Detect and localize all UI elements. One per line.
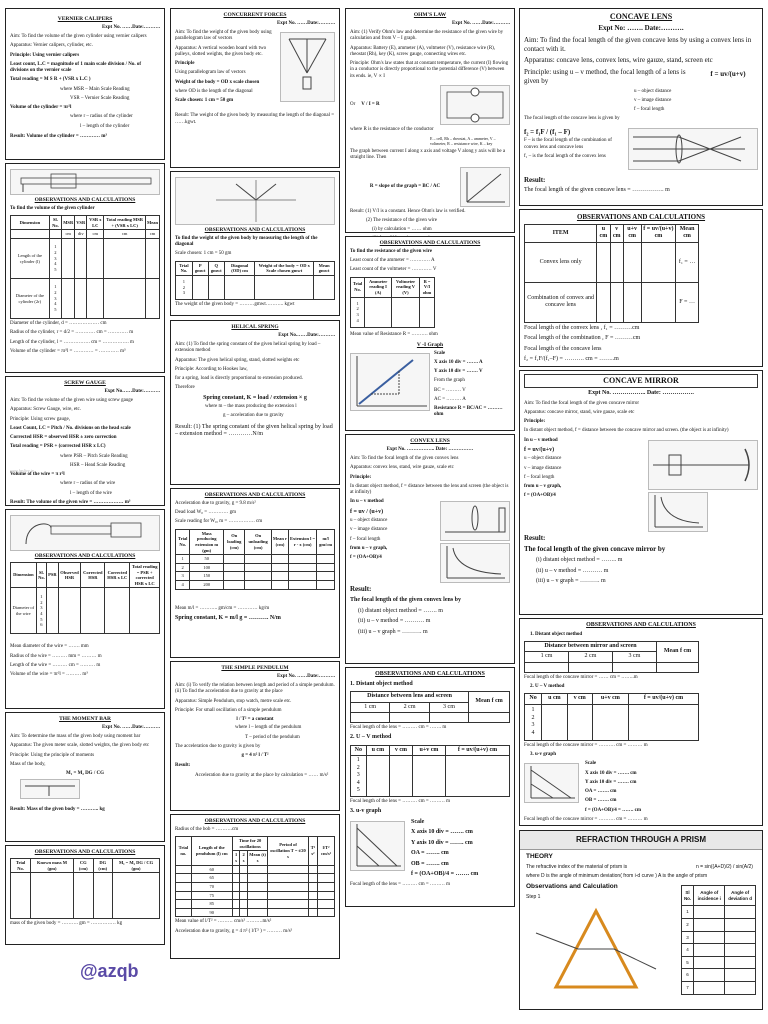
helical-aim-card bbox=[170, 320, 340, 485]
screw-gauge-diagram bbox=[10, 515, 160, 551]
author-handle: @azqb bbox=[80, 961, 139, 981]
screw-total: Total reading = PSR + (corrected HSR x LC) bbox=[10, 444, 106, 450]
moment-obs-title: OBSERVATIONS AND CALCULATIONS bbox=[34, 849, 136, 855]
mirror-formula: f = uv/(u+v) bbox=[524, 446, 555, 453]
vernier-obs-card bbox=[5, 163, 165, 373]
mirror-title: CONCAVE MIRROR bbox=[524, 374, 758, 388]
mirror-ob: OB = ……. cm bbox=[585, 798, 617, 804]
concave-lens-aim-card bbox=[519, 8, 763, 206]
convex-d1-table: Distance between lens and screen Mean f cm 1 cm 2 cm 3 cm bbox=[350, 691, 510, 723]
concave-lens-F-def: F – is the focal length of the combination of convex lens and concave lens bbox=[524, 138, 612, 150]
mirror-f-def: f – focal length bbox=[524, 474, 555, 480]
convex-ob: OB = ……. cm bbox=[411, 860, 449, 867]
prism-triangle-icon bbox=[526, 903, 666, 993]
pendulum-result: Result: bbox=[175, 763, 191, 769]
moment-result: Result: Mass of the given body = ……….. kg bbox=[10, 807, 105, 813]
pendulum-result2: Acceleration due to gravity at the place by calculation = …… m/s² bbox=[195, 772, 329, 778]
helical-therefore: Therefore bbox=[175, 385, 195, 391]
ohm-vi-small-graph bbox=[460, 167, 510, 207]
helical-expt: Expt No.……Date:………. bbox=[278, 332, 335, 338]
moment-bar-diagram bbox=[20, 779, 80, 799]
screw-result: Result: The volume of the given wire = ……………… m³ bbox=[10, 499, 131, 505]
screw-l-def: l – length of the wire bbox=[70, 490, 112, 496]
convex-v-def: v – image distance bbox=[350, 527, 388, 533]
vernier-obs-title: OBSERVATIONS AND CALCULATIONS bbox=[34, 197, 136, 203]
mirror-d2-table: No u cm v cm u+v cm f = uv/(u+v) cm 1 2 3 4 bbox=[524, 693, 699, 741]
convex-setup-diagram bbox=[440, 501, 510, 541]
forces-obs-table: Trial No. P gmwt Q gmwt Diagonal (OD) cm Weight of the body = OD x Scale chosen gmwt Mean gmwt 1 2 3 bbox=[175, 261, 335, 300]
forces-scale: Scale chosen: 1 cm = 50 gm bbox=[175, 98, 234, 104]
helical-principle2: for a spring, load is directly proportional to extension produced. bbox=[175, 376, 303, 382]
ohm-result3: (i) by calculation = …… ohm bbox=[372, 227, 432, 233]
helical-where2: g – acceleration due to gravity bbox=[223, 413, 284, 419]
mirror-result2: The focal length of the given concave mirror by bbox=[524, 545, 666, 554]
mirror-graph-formula: f = (OA+OB)/4 bbox=[524, 493, 556, 499]
pendulum-where1: where l – length of the pendulum bbox=[235, 725, 302, 731]
vernier-calc-3: Length of the cylinder, l = ……………. cm = ……………. m bbox=[10, 339, 134, 345]
ohm-vi-title: V -I Graph bbox=[416, 341, 444, 348]
ohm-resistance: Resistance R = BC/AC = ……… ohm bbox=[434, 406, 503, 418]
mirror-v-def: v – image distance bbox=[524, 465, 562, 471]
moment-formula: M₁ = M₂ DG / CG bbox=[66, 771, 104, 777]
mirror-obs-card bbox=[519, 618, 763, 826]
convex-d2-table: No u cm v cm u+v cm f = uv/(u+v) cm 1 2 3 4 5 bbox=[350, 745, 510, 797]
moment-bar-icon bbox=[21, 780, 79, 798]
moment-expt: Expt No. ……Date:………. bbox=[101, 724, 160, 730]
forces-expt: Expt No. ……Date:………. bbox=[276, 20, 335, 26]
screw-obs-card bbox=[5, 509, 165, 709]
pendulum-obs-card bbox=[170, 814, 340, 959]
helical-calc2: Dead load W₀ = ………… gm bbox=[175, 510, 236, 516]
concave-lens-title: CONCAVE LENS bbox=[609, 12, 673, 21]
pendulum-g-formula: g = 4 π² l / T² bbox=[241, 753, 269, 759]
vernier-obs-table-title: To find the volume of the given cylinder bbox=[10, 205, 95, 211]
ohm-slope: R = slope of the graph = BC / AC bbox=[369, 183, 441, 189]
vernier-calc-2: Radius of the cylinder, r = d/2 = ………… cm = ………… m bbox=[10, 330, 134, 336]
ohm-scale-y: Y axis 10 div = ……. V bbox=[434, 369, 483, 375]
screw-expt: Expt No……Date:………. bbox=[104, 388, 160, 394]
helical-where1: where m – the mass producing the extension l bbox=[205, 404, 297, 410]
mirror-r3: (iii) u – v graph = ………. m bbox=[536, 578, 606, 584]
vernier-least-count: Least count, L.C = magnitude of 1 main scale division / No. of divisions on the vernier scale bbox=[10, 61, 142, 74]
vernier-l-def: l – length of the cylinder bbox=[80, 123, 130, 129]
screw-least-count: Least Count, LC = Pitch / No. divisions on the head scale bbox=[10, 425, 131, 431]
prism-obs-title: Observations and Calculation bbox=[526, 882, 618, 890]
pendulum-where2: T – period of the pendulum bbox=[245, 734, 300, 740]
helical-result: Result: (1) The spring constant of the given helical spring by load – extension method = …………N/m bbox=[175, 423, 333, 438]
forces-obs-sub: To find the weight of the given body by measuring the length of the diagonal bbox=[175, 235, 318, 248]
convex-f-line: Focal length of the lens = ……… cm = ……. m bbox=[350, 725, 447, 730]
concave-lens-formula: f = uv/(u+v) bbox=[710, 70, 746, 78]
screw-principle: Principle: Using screw gauge, bbox=[10, 416, 70, 422]
helical-obs-table: Trial No. Mass producing extension m (gm) On loading (cm) On unloading (cm) Mean r (cm) Extension l = r - x (cm) m/l gm/cm 1 50 2 100 3 150 4 200 bbox=[175, 529, 335, 590]
convex-graph: from u – v graph, bbox=[350, 545, 388, 551]
ohm-lc-v: Least count of the voltmeter = ………… V bbox=[350, 267, 437, 273]
vernier-calc-4: Volume of the cylinder = πr²l = ………… = ………… m³ bbox=[10, 348, 126, 354]
screw-psr: where PSR – Pitch Scale Reading bbox=[60, 453, 128, 459]
convex-result: Result: bbox=[350, 585, 372, 594]
pendulum-mean: Mean value of l/T² = ……… cm/s² ……….m/s² bbox=[175, 919, 272, 925]
helical-obs-title: OBSERVATIONS AND CALCULATIONS bbox=[204, 492, 306, 498]
concave-lens-obs-table: ITEM u cm v cm u+v cm f = uv/(u+v) cm Mean cm Convex lens only f₁ = … Combination of convex and concave lens F = … bbox=[524, 224, 699, 323]
convex-r2: (ii) u – v method = ………. m bbox=[358, 618, 431, 625]
uv-intercept-icon bbox=[351, 822, 404, 870]
ohm-or: Or bbox=[350, 101, 356, 107]
uv-curve-icon bbox=[441, 544, 509, 582]
screw-obs-title: OBSERVATIONS AND CALCULATIONS bbox=[34, 553, 136, 559]
convex-result2: The focal length of the given convex lens by bbox=[350, 597, 461, 604]
convex-title: CONVEX LENS bbox=[410, 438, 450, 444]
prism-step: Step 1 bbox=[526, 893, 541, 900]
helical-formula: Spring constant, K = load / extension × g bbox=[203, 394, 307, 401]
moment-obs-table: Trial No. Known mass M (gm) CG (cm) DG (cm) M₁ = M₂ DG / CG (gm) bbox=[10, 858, 160, 919]
prism-card bbox=[519, 830, 763, 1010]
ohm-where: where R is the resistance of the conductor bbox=[350, 126, 434, 132]
vernier-aim: Aim: To find the volume of the given cylinder using vernier calipers bbox=[10, 34, 147, 40]
mirror-oa: OA = ……. cm bbox=[585, 789, 617, 794]
convex-aim-card bbox=[345, 434, 515, 664]
screw-aim: Aim: To find the volume of the given wire using screw gauge bbox=[10, 398, 134, 404]
forces-principle-text: Using parallelogram law of vectors bbox=[175, 70, 246, 76]
vernier-principle: Principle: Using vernier calipers bbox=[10, 52, 80, 58]
mirror-graph: from u – v graph, bbox=[524, 484, 562, 489]
mirror-uv-graph bbox=[648, 492, 708, 532]
ohm-apparatus: Apparatus: Battery (E), ammeter (A), voltmeter (V), resistance wire (R), rheostat (Rh), key (K), screw gauge, connecting wires etc. bbox=[350, 45, 496, 57]
concave-lens-principle: Principle: using u – v method, the focal length of a lens is given by bbox=[524, 68, 686, 85]
screw-calc-3: Length of the wire = ……… cm = ……… m bbox=[10, 662, 101, 668]
forces-result: Result: The weight of the given body by measuring the length of the diagonal = ……kgwt. bbox=[175, 113, 335, 125]
pendulum-apparatus: Apparatus: Simple Pendulum, stop watch, metre scale etc. bbox=[175, 698, 292, 704]
moment-aim-card bbox=[5, 712, 165, 842]
pendulum-g-text: The acceleration due to gravity is given by bbox=[175, 743, 261, 749]
pendulum-obs-table: Trial no. Length of the pendulum (l) cm Time for 20 oscillations Period of oscillation T = t/20 s T² s² l/T² cm/s² 1 s 2 s Mean (t) s 60 65 70 75 85 90 bbox=[175, 836, 335, 917]
convex-expt: Expt No. …………….. Date: …………… bbox=[386, 446, 474, 452]
forces-title: CONCURRENT FORCES bbox=[223, 12, 287, 18]
forces-aim-card bbox=[170, 8, 340, 168]
concave-lens-f2-line: f₂ = f₁F/(f₁–F) = ………. cm = ……..m bbox=[524, 356, 619, 363]
mirror-stand-icon bbox=[649, 441, 757, 489]
vernier-aim-card bbox=[5, 8, 165, 160]
convex-d1: 1. Distant object method bbox=[350, 680, 413, 687]
ohm-graph-text: The graph between current I along x axis and voltage V along y axis will be a straight line. Then bbox=[350, 149, 506, 161]
mirror-d3: 3. u-v graph bbox=[530, 752, 556, 757]
mirror-uv-graph-2 bbox=[524, 763, 579, 803]
convex-f-line3: Focal length of the lens = ……… cm = ……… m bbox=[350, 881, 451, 887]
convex-dist: In distant object method, f = distance between the lens and screen (the object is at infinity) bbox=[350, 483, 509, 496]
forces-calc: The weight of the given body = ………gmwt……….. kgwt bbox=[175, 301, 295, 307]
mirror-scale-x: X axis 10 div = ……. cm bbox=[585, 770, 637, 776]
forces-weight: Weight of the body = OD x scale chosen bbox=[175, 79, 260, 85]
ohm-expt: Expt No. ……Date:………. bbox=[451, 20, 510, 26]
ohm-principle: Principle: Ohm's law states that at constant temperature, the current (I) flowing in a conductor is directly proportional to the potential difference (V) between its ends. ie, V ∝ I bbox=[350, 61, 509, 79]
pendulum-aim-card bbox=[170, 661, 340, 811]
screw-gauge-icon bbox=[11, 516, 161, 550]
ohm-title: OHM'S LAW bbox=[413, 12, 447, 18]
ohm-aim: Aim: (1) Verify Ohm's law and determine the resistance of the given wire by calculation and from V – I graph. bbox=[350, 30, 504, 42]
concave-lens-v-def: v – image distance bbox=[634, 97, 672, 103]
convex-f-def: f – focal length bbox=[350, 536, 381, 542]
concave-lens-f-def: f – focal length bbox=[634, 107, 665, 112]
helical-calc1: Acceleration due to gravity, g = 9.8 m/s² bbox=[175, 500, 256, 506]
forces-apparatus: Apparatus: A vertical wooden board with two pulleys, slotted weights, the given body etc. bbox=[175, 45, 267, 57]
convex-u-def: u – object distance bbox=[350, 518, 388, 524]
forces-obs-title: OBSERVATIONS AND CALCULATIONS bbox=[204, 227, 306, 233]
uv-intercept-icon bbox=[525, 764, 578, 802]
helical-principle: Principle: According to Hookes law, bbox=[175, 366, 248, 372]
vernier-obs-table: Dimension Sl. No. MSR VSR VSR x LC Total reading MSR + (VSR x LC) Mean cm div cm cm cm Length of the cylinder (l) 1 2 3 4 5 Diameter of the cylinder (2r) 1 2 3 4 5 bbox=[10, 215, 160, 319]
prism-obs-table: Sl No. Angle of incidence i Angle of deviation d 1 2 3 4 5 6 7 bbox=[681, 885, 756, 995]
mirror-f-line: Focal length of the concave mirror = …… cm = ……..m bbox=[524, 674, 638, 680]
vernier-msr: where MSR – Main Scale Reading bbox=[60, 86, 130, 92]
pendulum-radius: Radius of the bob = ……….cm bbox=[175, 826, 239, 832]
screw-r-def: where r – radius of the wire bbox=[60, 481, 116, 487]
vernier-vsr: VSR – Vernier Scale Reading bbox=[70, 95, 130, 101]
concave-lens-expt: Expt No: ……. Date:………. bbox=[598, 24, 684, 32]
forces-aim: Aim: To find the weight of the given body using parallelogram law of vectors bbox=[175, 30, 272, 42]
vi-graph-icon bbox=[351, 354, 429, 410]
moment-title: THE MOMENT BAR bbox=[59, 716, 111, 722]
screw-aim-card bbox=[5, 376, 165, 506]
mirror-f-line3: Focal length of the concave mirror = ………. cm = ……… m bbox=[524, 816, 648, 822]
ohm-result: Result: (1) V/I is a constant. Hence Ohm's law is verified. bbox=[350, 208, 466, 214]
mirror-r2: (ii) u – v method = ………. m bbox=[536, 567, 609, 574]
uv-curve-icon bbox=[649, 493, 707, 531]
screw-calc-4: Volume of the wire = πr²l = ……… m³ bbox=[10, 672, 88, 678]
convex-r3: (iii) u – v graph = ………. m bbox=[358, 628, 428, 635]
vernier-apparatus: Apparatus: Vernier calipers, cylinder, etc. bbox=[10, 43, 93, 49]
convex-obs-title: OBSERVATIONS AND CALCULATIONS bbox=[375, 671, 485, 677]
convex-uv-graph bbox=[440, 543, 510, 583]
convex-d3: 3. u-v graph bbox=[350, 808, 382, 814]
forces-scale2: Scale chosen: 1 cm = 50 gm bbox=[175, 251, 232, 257]
vi-line-icon bbox=[461, 168, 509, 206]
ohm-circuit-legend: E – cell, Rh – rheostat, A – ammeter, V – voltmeter, R – resistance wire, K – key bbox=[430, 136, 496, 147]
screw-obs-table: Dimension Sl. No. PSR Observed HSR Corrected HSR Corrected HSR x LC Total reading = PSR + corrected HSR x LC Diameter of the wire 1 2 3 4 5 6 bbox=[10, 562, 160, 635]
concave-lens-f1-def: f₁ – is the focal length of the convex lens bbox=[524, 153, 606, 159]
concave-lens-apparatus: Apparatus: concave lens, convex lens, wire gauze, stand, screen etc bbox=[524, 56, 713, 65]
mirror-r1: (i) distant object method = …….. m bbox=[536, 557, 623, 563]
ohm-circuit-diagram bbox=[440, 85, 510, 125]
mirror-principle: Principle: bbox=[524, 419, 546, 424]
forces-principle: Principle bbox=[175, 61, 195, 67]
concave-lens-aim: Aim: To find the focal length of the given concave lens by using a convex lens in contact with it. bbox=[524, 35, 752, 53]
ohm-mean: Mean value of Resistance R = ………. ohm bbox=[350, 331, 438, 337]
convex-r1: (i) distant object method = ……. m bbox=[358, 607, 443, 614]
mirror-f-graph: f = (OA+OB)/4 = ……. cm bbox=[585, 807, 642, 813]
ohm-obs-table: Trial No. Ammeter reading I (A) Voltmeter reading V (V) R = V/I ohm 1 2 3 4 bbox=[350, 277, 435, 328]
prism-title: REFRACTION THROUGH A PRISM bbox=[520, 831, 762, 850]
ohm-from-graph: From the graph bbox=[434, 378, 465, 384]
convex-scale-x: X axis 10 div = ……. cm bbox=[411, 829, 473, 835]
concave-lens-f2-formula: f₂ = f₁F / (f₁ – F) bbox=[524, 127, 571, 136]
helical-calc3: Scale reading for W₀, m = ……………. cm bbox=[175, 519, 263, 525]
prism-formula: n = sin((A+D)/2) / sin(A/2) bbox=[696, 864, 753, 871]
pendulum-obs-title: OBSERVATIONS AND CALCULATIONS bbox=[204, 818, 306, 824]
mirror-obs-title: OBSERVATIONS AND CALCULATIONS bbox=[586, 622, 696, 628]
moment-calc: mass of the given body = ………. gm = …………… kg bbox=[10, 921, 123, 927]
screw-title: SCREW GAUGE bbox=[64, 380, 106, 386]
mirror-d1: 1. Distant object method bbox=[530, 631, 583, 637]
screw-calc-1: Mean diameter of the wire = ……. mm bbox=[10, 644, 89, 650]
screw-hsr: HSR – Head Scale Reading bbox=[70, 462, 126, 468]
forces-diagram bbox=[280, 32, 335, 102]
forces-obs-card bbox=[170, 171, 340, 316]
lens-ray-icon bbox=[629, 129, 749, 169]
mirror-aim: Aim: To find the focal length of the given concave mirror bbox=[524, 400, 640, 406]
screw-apparatus: Apparatus: Screw Gauge, wire, etc. bbox=[10, 407, 81, 413]
vector-graph-icon bbox=[176, 178, 336, 224]
ohm-scale: Scale bbox=[434, 350, 446, 356]
concave-lens-obs-title: OBSERVATIONS AND CALCULATIONS bbox=[576, 213, 706, 221]
calipers-icon bbox=[11, 170, 161, 194]
convex-oa: OA = ……. cm bbox=[411, 850, 449, 856]
mirror-dist: In distant object method, f = distance between the concave mirror and screen. (the object is at infinity) bbox=[524, 428, 729, 434]
ohm-aim-card bbox=[345, 8, 515, 233]
concave-lens-f2: Focal length of the concave lens bbox=[524, 345, 602, 352]
mirror-expt: Expt No. …………….. Date: ……………. bbox=[588, 390, 694, 396]
mirror-f-line2: Focal length of the concave mirror = ………. cm = ……… m bbox=[524, 742, 648, 748]
concave-lens-f1: Focal length of the convex lens , f₁ = ………cm bbox=[524, 324, 640, 331]
helical-obs-card bbox=[170, 488, 340, 658]
helical-k-line: Spring constant, K = m/l g = ………. N/m bbox=[175, 614, 281, 621]
convex-formula: f = uv / (u+v) bbox=[350, 508, 384, 515]
pendulum-principle: Principle: For small oscillation of a simple pendulum bbox=[175, 707, 282, 713]
mirror-uv: In u – v method bbox=[524, 437, 558, 443]
convex-f-graph: f = (OA+OB)/4 = ……. cm bbox=[411, 871, 479, 877]
concave-lens-F: Focal length of the combination , F = ………cm bbox=[524, 335, 641, 342]
ohm-vi-graph bbox=[350, 353, 430, 411]
mirror-scale: Scale bbox=[585, 761, 597, 767]
convex-principle: Principle: bbox=[350, 474, 372, 480]
pendulum-title: THE SIMPLE PENDULUM bbox=[221, 665, 289, 671]
watermark: www.hsslive.in bbox=[10, 468, 34, 473]
forces-where: where OD is the length of the diagonal bbox=[175, 88, 253, 94]
mirror-u-def: u – object distance bbox=[524, 456, 562, 462]
concave-lens-result2: The focal length of the given concave lens = ……………. m bbox=[524, 187, 670, 194]
ohm-scale-x: X axis 10 div = ……. A bbox=[434, 359, 483, 365]
mirror-result: Result: bbox=[524, 533, 546, 542]
moment-apparatus: Apparatus: The given meter scale, slotted weights, the given body etc bbox=[10, 743, 150, 749]
prism-theory-text: The refractive index of the material of prism is bbox=[526, 864, 628, 871]
convex-scale-y: Y axis 10 div = ……. cm bbox=[411, 839, 473, 846]
ohm-obs-sub: To find the resistance of the given wire bbox=[350, 248, 432, 254]
convex-uv: In u – v method bbox=[350, 499, 384, 505]
vernier-volume: Volume of the cylinder = πr²l bbox=[10, 105, 72, 111]
convex-f-line2: Focal length of the lens = ……… cm = ……… m bbox=[350, 798, 451, 804]
moment-aim: Aim: To determine the mass of the given body using moment bar bbox=[10, 734, 141, 740]
mirror-d2: 2. U – V method bbox=[530, 684, 565, 689]
ohm-ac: AC = ……… A bbox=[434, 396, 466, 402]
concave-lens-text: The focal length of the concave lens is given by bbox=[524, 116, 620, 122]
convex-obs-card bbox=[345, 667, 515, 907]
helical-aim: Aim: (1) To find the spring constant of the given helical spring by load – extension method bbox=[175, 342, 321, 354]
moment-obs-card bbox=[5, 845, 165, 945]
convex-apparatus: Apparatus: convex lens, stand, wire gauze, scale etc bbox=[350, 465, 454, 471]
concave-lens-obs-card bbox=[519, 209, 763, 367]
vernier-calc-1: Diameter of the cylinder, d = ……………… cm bbox=[10, 321, 107, 326]
ohm-bc: BC = ……… V bbox=[434, 387, 466, 393]
ohm-result2: (2) The resistance of the given wire bbox=[366, 217, 437, 223]
pendulum-formula: l / T² = a constant bbox=[236, 717, 274, 723]
convex-graph-formula: f = (OA+OB)/4 bbox=[350, 555, 382, 561]
forces-graph-diagram bbox=[175, 177, 335, 225]
vernier-result: Result: Volume of the cylinder = ………… m³ bbox=[10, 133, 107, 139]
prism-theory: THEORY bbox=[526, 853, 553, 860]
ohm-formula: V / I = R bbox=[361, 101, 380, 107]
moment-mass-line: Mass of the body, bbox=[10, 761, 46, 767]
pendulum-aim: Aim: (i) To verify the relation between length and period of a simple pendulum. (ii) To find the acceleration due to gravity at the place bbox=[175, 683, 335, 695]
helical-apparatus: Apparatus: The given helical spring, stand, slotted weights etc bbox=[175, 357, 300, 363]
vernier-expt: Expt No. ……Date:………. bbox=[101, 24, 160, 30]
convex-uv-graph-2 bbox=[350, 821, 405, 871]
helical-mean-line: Mean m/l = ……….. gm/cm = ………… kg/m bbox=[175, 605, 270, 611]
prism-diagram bbox=[526, 903, 681, 993]
screw-volume: Volume of the wire = π r²l bbox=[10, 472, 65, 478]
ohm-obs-title: OBSERVATIONS AND CALCULATIONS bbox=[379, 240, 481, 246]
prism-where: where D is the angle of minimum deviation( from i-d curve ) A is the angle of prism bbox=[526, 873, 708, 880]
mirror-setup-diagram bbox=[648, 440, 758, 490]
convex-aim: Aim: To find the focal length of the given convex lens bbox=[350, 456, 459, 462]
pendulum-expt: Expt No. ……Date:………. bbox=[276, 673, 335, 679]
concave-lens-u-def: u – object distance bbox=[634, 88, 672, 94]
circuit-icon bbox=[441, 86, 509, 124]
vernier-calipers-diagram bbox=[10, 169, 160, 195]
pendulum-g-line: Acceleration due to gravity, g = 4 π² ( l/T² ) = ……… m/s² bbox=[175, 928, 293, 934]
concave-lens-ray-diagram bbox=[628, 128, 758, 170]
screw-corrected-hsr: Corrected HSR = observed HSR ± zero correction bbox=[10, 435, 117, 441]
ohm-obs-card bbox=[345, 236, 515, 431]
vernier-title: VERNIER CALIPERS bbox=[57, 16, 113, 22]
mirror-d1-table: Distance between mirror and screen Mean f cm 1 cm 2 cm 3 cm bbox=[524, 641, 699, 673]
vernier-total-reading: Total reading = M S R + (VSR x L.C ) bbox=[10, 77, 91, 83]
mirror-apparatus: Apparatus: concave mirror, stand, wire gauze, scale etc bbox=[524, 409, 635, 415]
parallelogram-icon bbox=[281, 33, 334, 101]
ohm-lc-a: Least count of the ammeter = ………… A bbox=[350, 258, 435, 264]
vernier-r-def: where r – radius of the cylinder bbox=[70, 114, 133, 120]
mirror-scale-y: Y axis 10 div = ……. cm bbox=[585, 779, 637, 785]
screw-calc-2: Radius of the wire = ……… mm = ……… m bbox=[10, 653, 102, 659]
helical-title: HELICAL SPRING bbox=[231, 324, 279, 330]
lens-stand-icon bbox=[441, 502, 509, 540]
mirror-aim-card bbox=[519, 370, 763, 615]
convex-scale: Scale bbox=[411, 818, 425, 825]
convex-d2: 2. U – V method bbox=[350, 734, 392, 741]
concave-lens-result: Result: bbox=[524, 175, 546, 184]
moment-principle: Principle: Using the principle of moments bbox=[10, 752, 95, 758]
